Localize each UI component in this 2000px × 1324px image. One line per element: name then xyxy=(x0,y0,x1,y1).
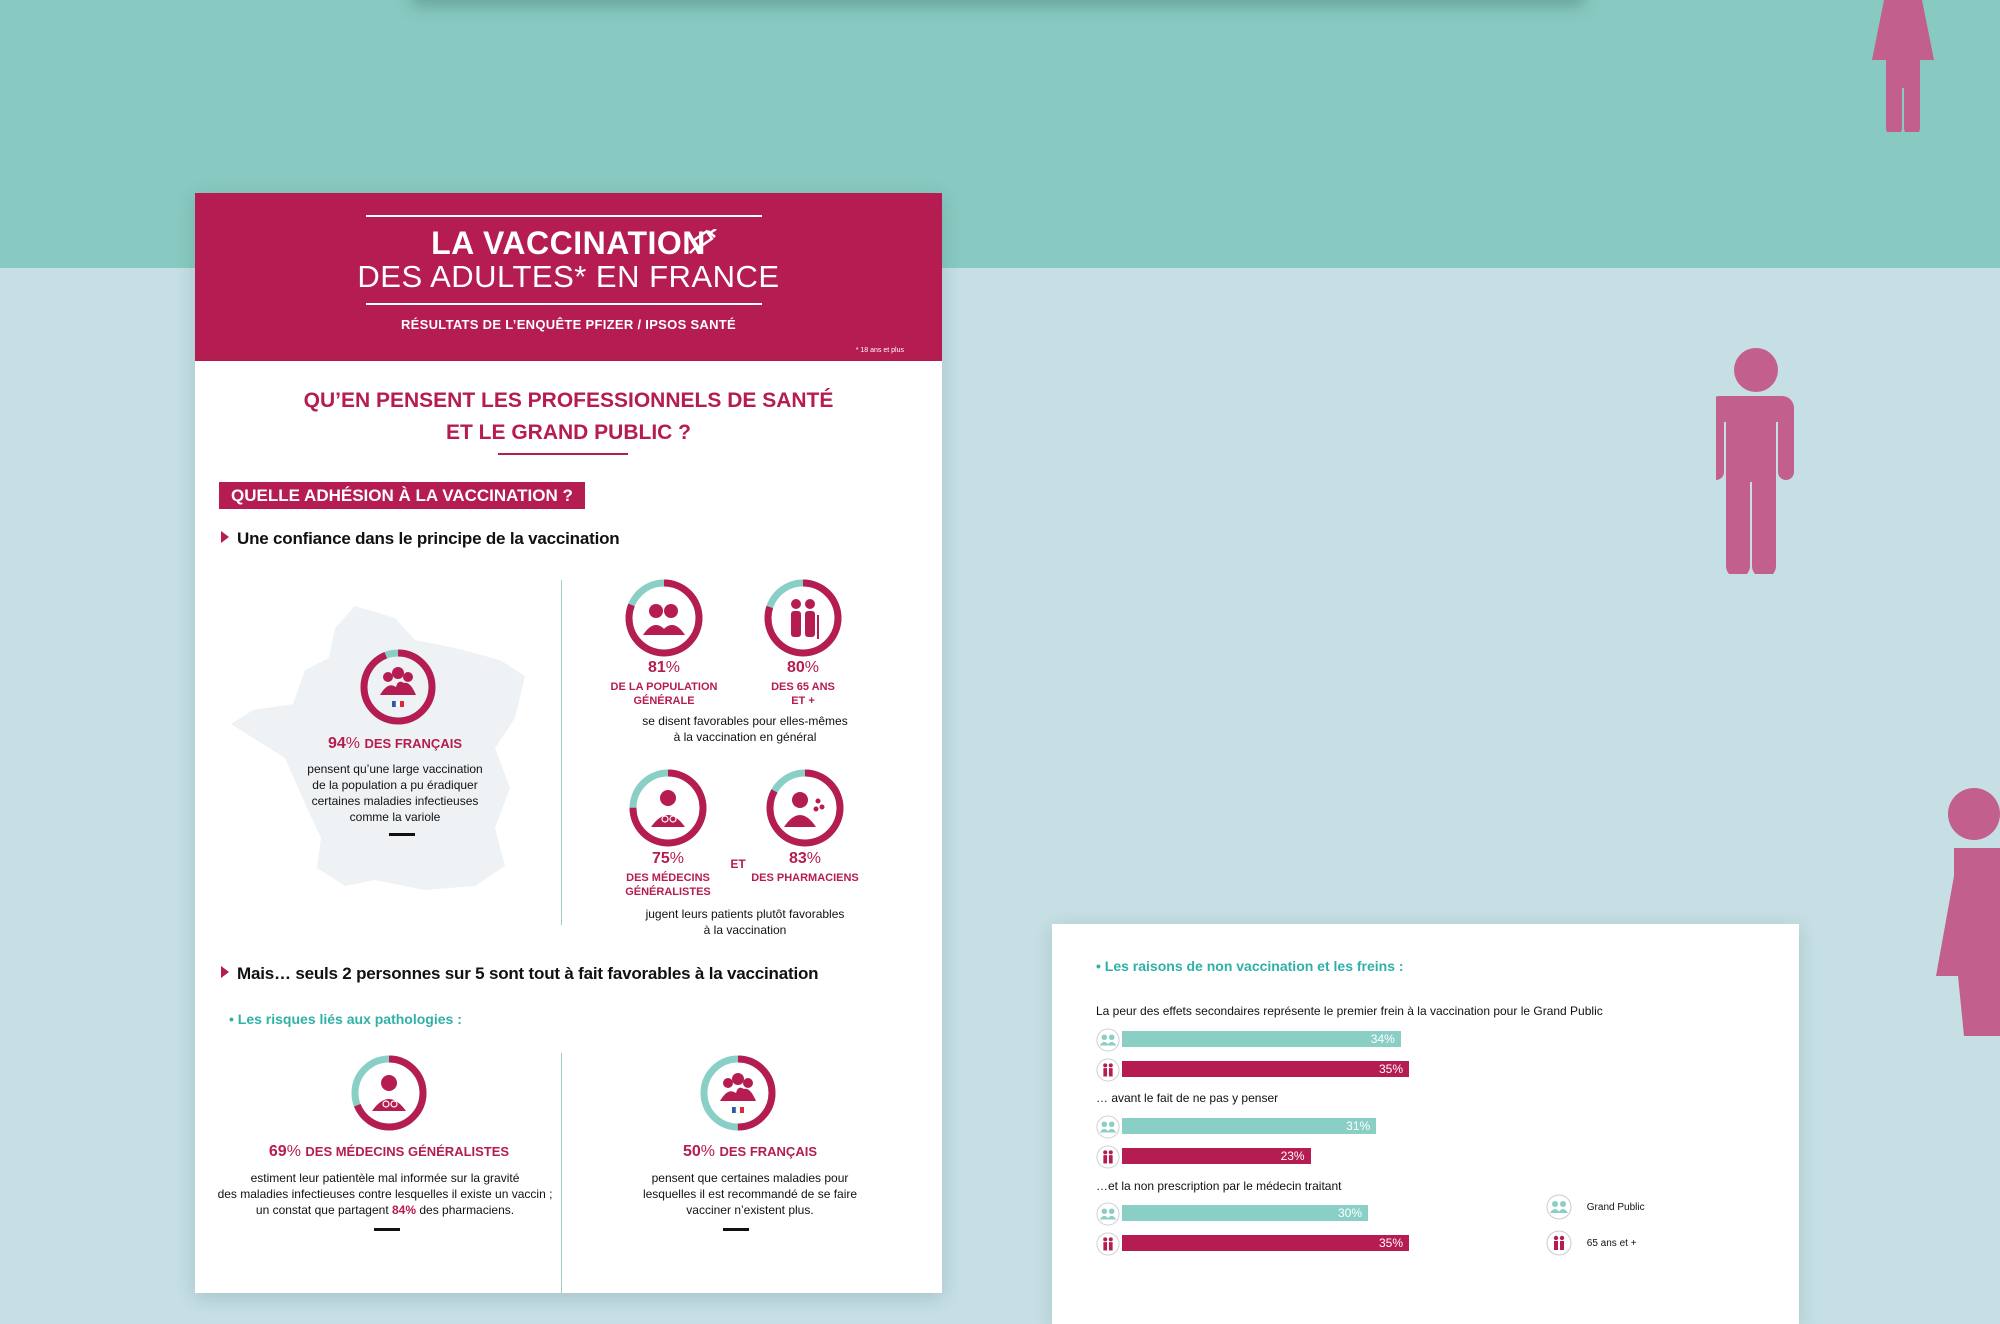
stat-50-label xyxy=(585,1143,915,1161)
percent-sign: % xyxy=(345,735,361,752)
donut-80-chart xyxy=(762,577,844,664)
stat-81-value-wrap xyxy=(604,659,724,677)
pharmacist-pct: 84% xyxy=(392,1203,417,1217)
bar xyxy=(1122,1235,1409,1251)
desc-line: comme la variole xyxy=(349,810,441,824)
footnote: * 18 ans et plus xyxy=(855,347,904,354)
stat-75-value: 75 xyxy=(651,850,670,867)
bar-value-label: 35% xyxy=(1378,1062,1403,1076)
percent-sign: % xyxy=(806,850,822,867)
stat-83-label xyxy=(745,871,865,885)
desc-line xyxy=(209,1202,561,1218)
syringe-icon xyxy=(686,229,720,262)
stat-50-description xyxy=(585,1170,915,1218)
group-icon xyxy=(1096,1028,1120,1057)
desc-line: jugent leurs patients plutôt favorables xyxy=(645,907,845,921)
seniors-icon xyxy=(1096,1058,1120,1087)
reasons-line3: …et la non prescription par le médecin traitant xyxy=(1096,1179,1342,1193)
label-line: ET + xyxy=(791,695,815,707)
divider-dash xyxy=(389,833,415,836)
stat-94-description xyxy=(265,761,525,825)
stat-83-value: 83 xyxy=(788,850,807,867)
stat-69-text: DES MÉDECINS GÉNÉRALISTES xyxy=(305,1144,510,1159)
bullet-heading-1 xyxy=(221,529,619,549)
stats2-description xyxy=(595,906,895,938)
header-rule xyxy=(366,303,762,305)
desc-line: vacciner n’existent plus. xyxy=(686,1203,814,1217)
poster-title-line2: DES ADULTES* EN FRANCE xyxy=(357,259,780,294)
triangle-bullet-icon xyxy=(221,966,229,978)
desc-line: certaines maladies infectieuses xyxy=(311,794,479,808)
percent-sign: % xyxy=(286,1143,301,1160)
label-line: DES MÉDECINS xyxy=(626,872,710,884)
column-separator xyxy=(561,1053,562,1293)
question-line2: ET LE GRAND PUBLIC ? xyxy=(446,421,691,444)
man-figure-icon xyxy=(1716,348,1796,574)
stat-75-label xyxy=(608,871,728,899)
stat-94-text: DES FRANÇAIS xyxy=(364,736,462,751)
donut-83-chart xyxy=(764,767,846,854)
bar-value-label: 23% xyxy=(1280,1149,1305,1163)
donut-69-chart xyxy=(349,1053,429,1138)
desc-text: un constat que partagent xyxy=(255,1203,392,1217)
bullet-heading-1-text: Une confiance dans le principe de la vaccination xyxy=(237,529,620,548)
stat-50-value: 50 xyxy=(683,1143,701,1160)
donut-94-chart xyxy=(358,647,438,732)
label-line: DE LA POPULATION xyxy=(610,681,718,693)
poster-header xyxy=(195,193,942,361)
desc-line: pensent que certaines maladies pour xyxy=(651,1171,849,1185)
et-connector: ET xyxy=(730,857,746,871)
desc-line: à la vaccination en général xyxy=(673,730,817,744)
label-line: DES 65 ANS xyxy=(771,681,835,693)
label-line: DES PHARMACIENS xyxy=(751,872,859,884)
bar-value-label: 31% xyxy=(1346,1119,1371,1133)
percent-sign: % xyxy=(665,659,681,676)
bar xyxy=(1122,1205,1368,1221)
desc-line: lesquelles il est recommandé de se faire xyxy=(642,1187,858,1201)
poster-title-line1: LA VACCINATION xyxy=(431,225,706,261)
desc-line: des maladies infectieuses contre lesquelles il existe un vaccin ; xyxy=(217,1187,553,1201)
stat-69-value: 69 xyxy=(268,1143,287,1160)
legend-seniors-label: 65 ans et + xyxy=(1586,1237,1637,1249)
stat-80-value-wrap xyxy=(743,659,863,677)
reasons-card xyxy=(1052,924,1799,1324)
bar xyxy=(1122,1031,1401,1047)
donut-50-chart xyxy=(698,1053,778,1138)
stat-80-value: 80 xyxy=(786,659,805,676)
stat-69-description xyxy=(209,1170,561,1218)
stat-81-value: 81 xyxy=(647,659,666,676)
stat-50-text: DES FRANÇAIS xyxy=(719,1144,817,1159)
desc-line: estiment leur patientèle mal informée sur la gravité xyxy=(250,1171,520,1185)
bar xyxy=(1122,1118,1376,1134)
bar-value-label: 35% xyxy=(1378,1236,1403,1250)
bar-value-label: 34% xyxy=(1370,1032,1395,1046)
donut-81-chart xyxy=(623,577,705,664)
reasons-line2: … avant le fait de ne pas y penser xyxy=(1096,1091,1279,1105)
question-title xyxy=(195,385,942,449)
poster-subtitle: RÉSULTATS DE L’ENQUÊTE PFIZER / IPSOS SANTÉ xyxy=(400,317,737,332)
reasons-intro: La peur des effets secondaires représente le premier frein à la vaccination pour le Grand Public xyxy=(1096,1004,1603,1018)
section-banner: QUELLE ADHÉSION À LA VACCINATION ? xyxy=(219,482,585,509)
desc-text: des pharmaciens. xyxy=(416,1203,515,1217)
stat-75-value-wrap xyxy=(608,850,728,868)
infographic-poster xyxy=(195,193,942,1293)
stat-94-value: 94 xyxy=(328,735,346,752)
stat-69-label xyxy=(219,1143,559,1161)
seniors-icon xyxy=(1546,1230,1572,1256)
percent-sign: % xyxy=(669,850,685,867)
divider-dash xyxy=(723,1228,749,1231)
stat-83-value-wrap xyxy=(745,850,865,868)
group-icon xyxy=(1096,1202,1120,1231)
stat-80-label xyxy=(743,680,863,708)
stats-description xyxy=(595,713,895,745)
column-separator xyxy=(561,580,562,925)
percent-sign: % xyxy=(804,659,820,676)
title-underline xyxy=(498,453,628,455)
bullet-heading-2 xyxy=(221,964,818,984)
bar-value-label: 30% xyxy=(1337,1206,1362,1220)
group-icon xyxy=(1546,1194,1572,1220)
stat-94-label xyxy=(275,735,515,753)
legend-grand-public xyxy=(1546,1194,1645,1220)
divider-dash xyxy=(374,1228,400,1231)
triangle-bullet-icon xyxy=(221,531,229,543)
legend-grand-public-label: Grand Public xyxy=(1586,1201,1645,1213)
header-rule xyxy=(366,215,762,217)
desc-line: pensent qu’une large vaccination xyxy=(307,762,483,776)
label-line: GÉNÉRALISTES xyxy=(625,886,711,898)
group-icon xyxy=(1096,1115,1120,1144)
woman-figure-icon xyxy=(1924,786,2000,1036)
legend-seniors xyxy=(1546,1230,1637,1256)
stat-81-label xyxy=(604,680,724,708)
reasons-title: • Les raisons de non vaccination et les freins : xyxy=(1096,958,1404,974)
bar xyxy=(1122,1061,1409,1077)
bullet-heading-2-text: Mais… seuls 2 personnes sur 5 sont tout à fait favorables à la vaccination xyxy=(237,964,819,983)
question-line1: QU’EN PENSENT LES PROFESSIONNELS DE SANTÉ xyxy=(303,389,834,412)
woman-figure-icon xyxy=(1866,0,1940,132)
seniors-icon xyxy=(1096,1145,1120,1174)
desc-line: se disent favorables pour elles-mêmes xyxy=(642,714,848,728)
bar xyxy=(1122,1148,1311,1164)
label-line: GÉNÉRALE xyxy=(633,695,695,707)
donut-75-chart xyxy=(627,767,709,854)
seniors-icon xyxy=(1096,1232,1120,1261)
percent-sign: % xyxy=(700,1143,716,1160)
risks-subheading: • Les risques liés aux pathologies : xyxy=(229,1011,462,1027)
desc-line: à la vaccination xyxy=(703,923,787,937)
desc-line: de la population a pu éradiquer xyxy=(312,778,478,792)
